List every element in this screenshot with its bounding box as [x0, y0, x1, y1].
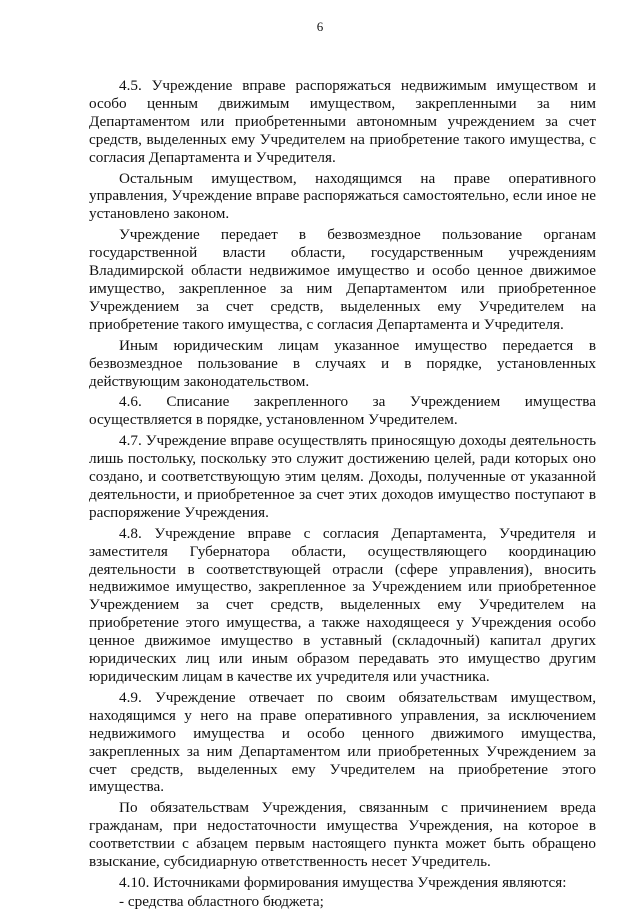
paragraph-operational-property: Остальным имуществом, находящимся на праве оперативного управления, Учреждение вправе распоряжаться самостоятельно, если иное не установлено законом. [89, 169, 596, 223]
paragraph-liability: По обязательствам Учреждения, связанным с причинением вреда гражданам, при недостаточности имущества Учреждения, на которое в соответствии с абзацем первым настоящего пункта может быть обращено взыскание, субсидиарную ответственность несет Учредитель. [89, 799, 596, 871]
paragraph-4-7: 4.7. Учреждение вправе осуществлять приносящую доходы деятельность лишь постольку, поскольку это служит достижению целей, ради которых оно создано, и соответствующую этим целям. Доходы, полученные от указанной деятельности, и приобретенное за счет этих доходов имущество поступают в распоряжение Учреждения. [89, 432, 596, 521]
paragraph-4-8: 4.8. Учреждение вправе с согласия Департамента, Учредителя и заместителя Губернатора области, осуществляющего координацию деятельности в соответствующей отрасли (сфере управления), вносить недвижимое имущество, закрепленное за Учреждением или приобретенное Учреждением за счет средств, выделенных ему Учредителем на приобретение этого имущества, а также находящееся у Учреждения особо ценное движимое имущество в уставный (складочный) капитал других юридических лиц или иным образом передавать это имущество другим юридическим лицам в качестве их учредителя или участника. [89, 524, 596, 685]
paragraph-4-5: 4.5. Учреждение вправе распоряжаться недвижимым имуществом и особо ценным движимым имуществом, закрепленными за ним Департаментом или приобретенными автономным учреждением за счет средств, выделенных ему Учредителем на приобретение такого имущества, с согласия Департамента и Учредителя. [89, 77, 596, 166]
paragraph-4-9: 4.9. Учреждение отвечает по своим обязательствам имуществом, находящимся у него на праве оперативного управления, за исключением недвижимого имущества и особо ценного движимого имущества, закрепленных за ним Департаментом или приобретенных Учреждением за счет средств, выделенных ему Учредителем на приобретение этого имущества. [89, 688, 596, 796]
paragraph-4-10: 4.10. Источниками формирования имущества Учреждения являются: [119, 873, 567, 891]
paragraph-other-legal-entities: Иным юридическим лицам указанное имущество передается в безвозмездное пользование в случаях и в порядке, установленных действующим законодательством. [89, 336, 596, 390]
paragraph-free-use-transfer: Учреждение передает в безвозмездное пользование органам государственной власти области, государственным учреждениям Владимирской области недвижимое имущество и особо ценное движимое имущество, закрепленное за ним Департаментом или приобретенное Учреждением за счет средств, выделенных ему Учредителем на приобретение такого имущества, с согласия Департамента и Учредителя. [89, 226, 596, 333]
paragraph-4-6: 4.6. Списание закрепленного за Учреждением имущества осуществляется в порядке, установленном Учредителем. [89, 393, 596, 429]
document-body [89, 44, 596, 911]
list-item-regional-budget: - средства областного бюджета; [119, 892, 324, 910]
page-number: 6 [316, 19, 324, 34]
